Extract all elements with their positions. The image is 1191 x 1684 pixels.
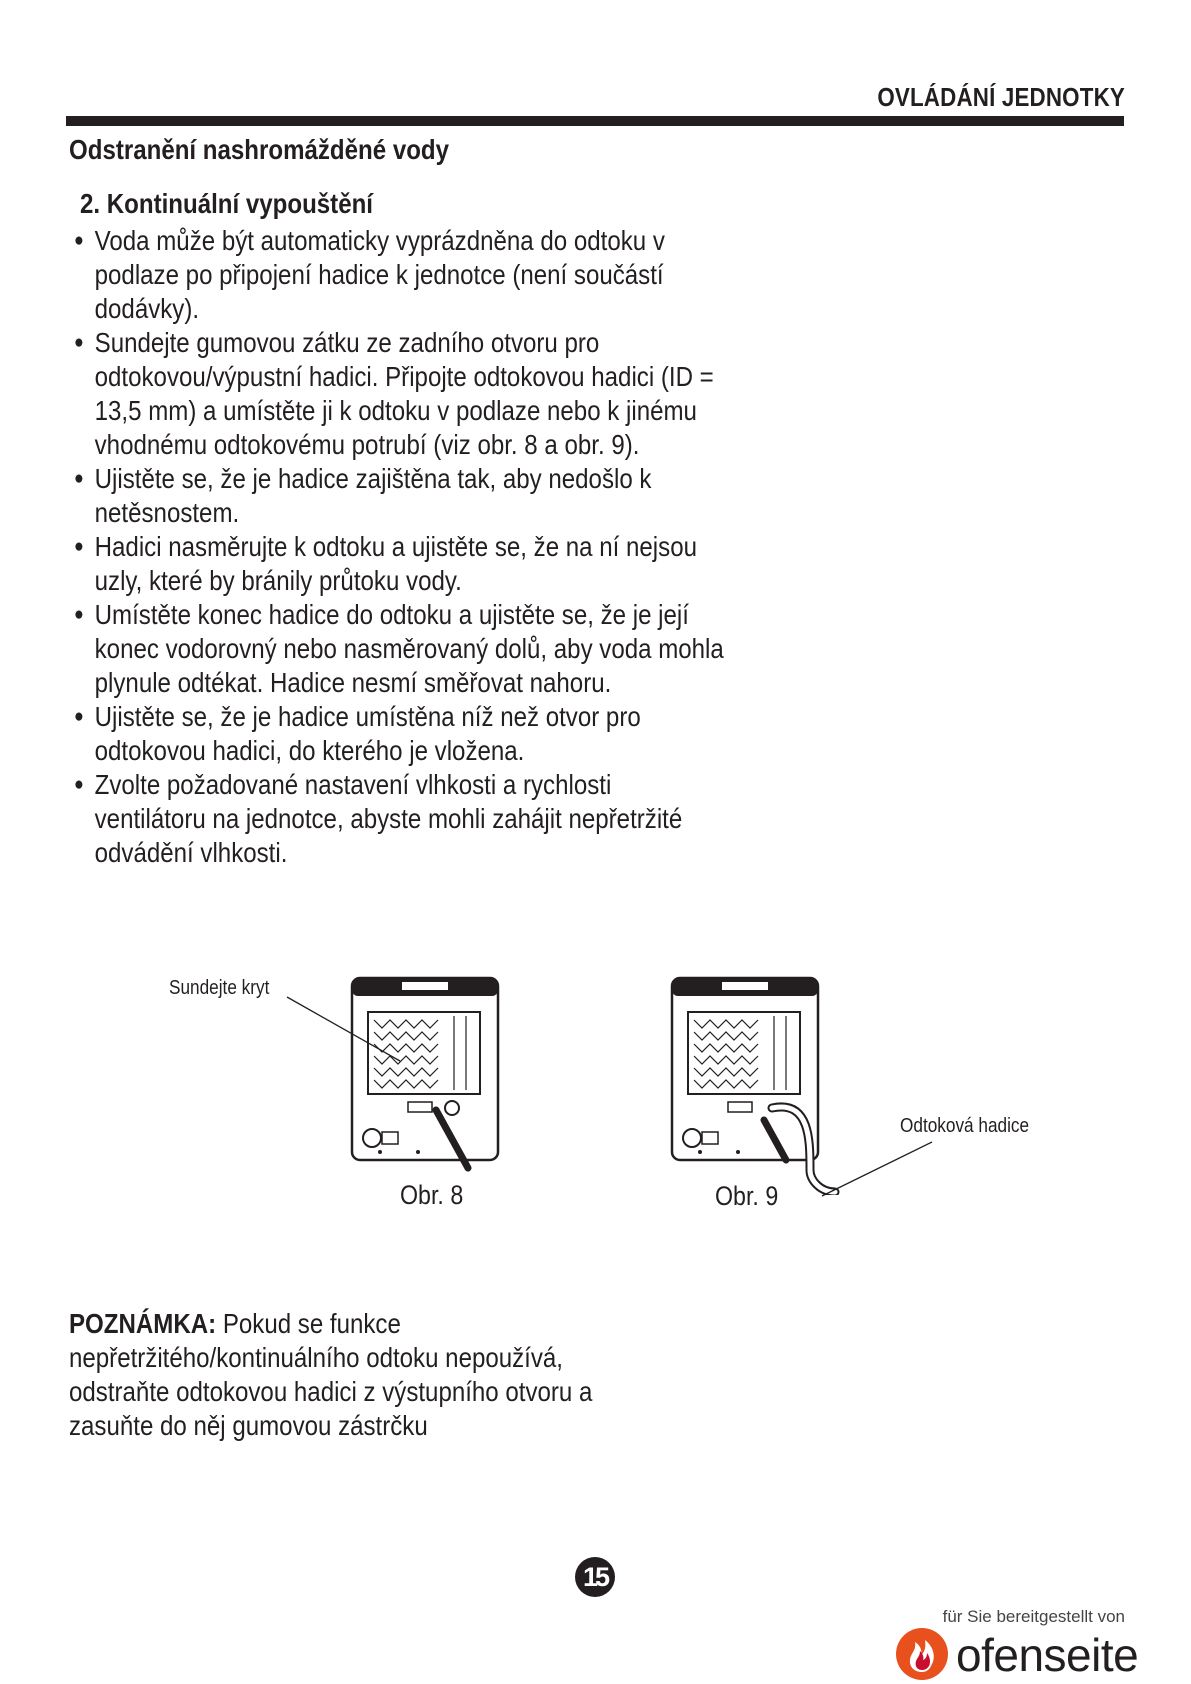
note <box>69 1307 602 1443</box>
callout-line-fig8 <box>285 995 405 1065</box>
note-text: Pokud se funkce nepřetržitého/kontinuálního odtoku nepoužívá, odstraňte odtokovou hadici z výstupního otvoru a zasuňte do něj gumovou zástrčku <box>69 1308 593 1441</box>
section-title: OVLÁDÁNÍ JEDNOTKY <box>877 82 1125 112</box>
flame-icon <box>894 1626 950 1682</box>
page-number: 15 <box>575 1557 615 1597</box>
figure-caption-9: Obr. 9 <box>715 1181 779 1211</box>
subheading: 2. Kontinuální vypouštění <box>80 188 374 219</box>
ofenseite-logo <box>894 1624 1139 1682</box>
note-label: POZNÁMKA: <box>69 1308 217 1339</box>
list-item: ● Hadici nasměrujte k odtoku a ujistěte se, že na ní nejsou uzly, které by bránily průtoku vody. <box>74 530 728 598</box>
figure-caption-8: Obr. 8 <box>400 1180 464 1210</box>
list-item: ● Ujistěte se, že je hadice zajištěna tak, aby nedošlo k netěsnostem. <box>74 462 728 530</box>
list-item: ● Ujistěte se, že je hadice umístěna níž než otvor pro odtokovou hadici, do kterého je vložena. <box>74 700 728 768</box>
callout-remove-cover: Sundejte kryt <box>169 977 270 999</box>
list-item: ● Umístěte konec hadice do odtoku a ujistěte se, že je její konec vodorovný nebo nasměrovaný dolů, aby voda mohla plynule odtékat. Hadice nesmí směřovat nahoru. <box>74 598 728 700</box>
provider-text: für Sie bereitgestellt von <box>942 1607 1125 1626</box>
list-item: ● Zvolte požadované nastavení vlhkosti a rychlosti ventilátoru na jednotce, abyste mohli zahájit nepřetržité odvádění vlhkosti. <box>74 768 728 870</box>
callout-line-fig9 <box>820 1140 935 1200</box>
figures-area <box>0 960 1191 1230</box>
instruction-list <box>74 224 728 870</box>
callout-drain-hose: Odtoková hadice <box>900 1115 1030 1137</box>
logo-text: ofenseite <box>956 1629 1139 1681</box>
header-rule <box>66 116 1124 126</box>
page-heading: Odstranění nashromážděné vody <box>69 134 450 165</box>
list-item: ● Voda může být automaticky vyprázdněna do odtoku v podlaze po připojení hadice k jednotce (není součástí dodávky). <box>74 224 728 326</box>
list-item: ● Sundejte gumovou zátku ze zadního otvoru pro odtokovou/výpustní hadici. Připojte odtokovou hadici (ID = 13,5 mm) a umístěte ji k odtoku v podlaze nebo k jinému vhodnému odtokovému potrubí (viz obr. 8 a obr. 9). <box>74 326 728 462</box>
